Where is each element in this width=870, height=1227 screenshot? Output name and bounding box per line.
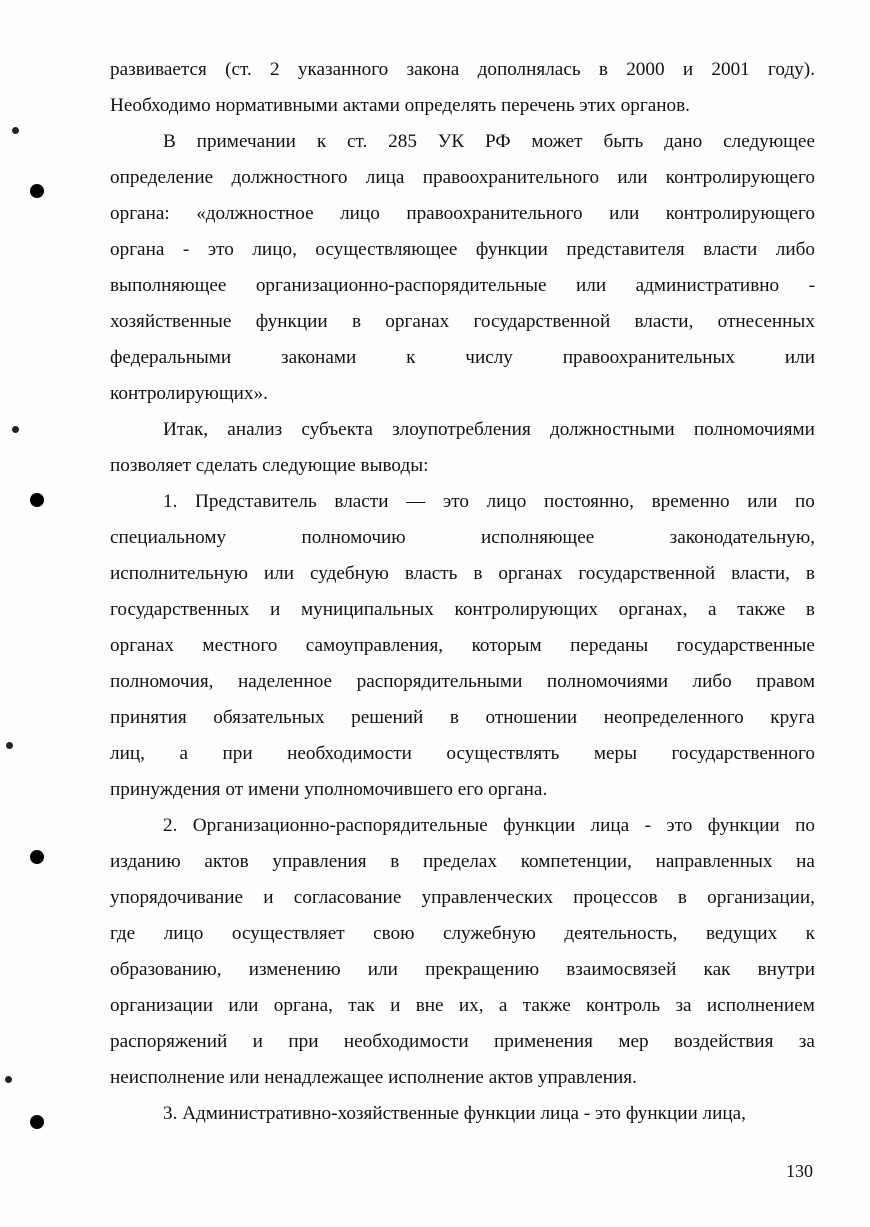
text-line: организации или органа, так и вне их, а также контроль за исполнением [110, 995, 815, 1016]
text-line: государственных и муниципальных контролирующих органах, а также в [110, 599, 815, 620]
text-line: контролирующих». [110, 383, 268, 404]
text-line: органа - это лицо, осуществляющее функции представителя власти либо [110, 239, 815, 260]
page-number: 130 [786, 1161, 813, 1181]
text-line: определение должностного лица правоохранительного или контролирующего [110, 167, 815, 188]
text-line: где лицо осуществляет свою служебную деятельность, ведущих к [110, 923, 815, 944]
text-line: изданию актов управления в пределах компетенции, направленных на [110, 851, 815, 872]
text-line: Необходимо нормативными актами определять перечень этих органов. [110, 95, 690, 116]
text-line: упорядочивание и согласование управленческих процессов в организации, [110, 887, 815, 908]
text-line: Итак, анализ субъекта злоупотребления должностными полномочиями [163, 419, 815, 440]
text-line: выполняющее организационно-распорядительные или административно - [110, 275, 815, 296]
text-line: образованию, изменению или прекращению взаимосвязей как внутри [110, 959, 815, 980]
binder-hole-mark [5, 1076, 12, 1083]
text-line: лиц, а при необходимости осуществлять меры государственного [110, 743, 815, 764]
text-line: 1. Представитель власти — это лицо постоянно, временно или по [163, 491, 815, 512]
text-line: принятия обязательных решений в отношении неопределенного круга [110, 707, 815, 728]
text-line: неисполнение или ненадлежащее исполнение актов управления. [110, 1067, 637, 1088]
binder-hole [30, 1115, 44, 1129]
binder-hole-mark [12, 127, 19, 134]
text-line: органах местного самоуправления, которым переданы государственные [110, 635, 815, 656]
text-line: позволяет сделать следующие выводы: [110, 455, 429, 476]
binder-hole [30, 850, 44, 864]
text-line: исполнительную или судебную власть в органах государственной власти, в [110, 563, 815, 584]
text-line: федеральными законами к числу правоохранительных или [110, 347, 815, 368]
binder-hole-mark [6, 742, 13, 749]
text-line: 2. Организационно-распорядительные функции лица - это функции по [163, 815, 815, 836]
text-line: специальному полномочию исполняющее законодательную, [110, 527, 815, 548]
text-line: хозяйственные функции в органах государственной власти, отнесенных [110, 311, 815, 332]
text-line: 3. Административно-хозяйственные функции лица - это функции лица, [163, 1103, 746, 1124]
text-line: полномочия, наделенное распорядительными полномочиями либо правом [110, 671, 815, 692]
binder-hole [30, 493, 44, 507]
binder-hole [30, 184, 44, 198]
text-line: органа: «должностное лицо правоохранительного или контролирующего [110, 203, 815, 224]
text-line: В примечании к ст. 285 УК РФ может быть дано следующее [163, 131, 815, 152]
binder-hole-mark [12, 426, 19, 433]
text-line: принуждения от имени уполномочившего его органа. [110, 779, 548, 800]
text-line: распоряжений и при необходимости применения мер воздействия за [110, 1031, 815, 1052]
text-line: развивается (ст. 2 указанного закона дополнялась в 2000 и 2001 году). [110, 59, 815, 80]
